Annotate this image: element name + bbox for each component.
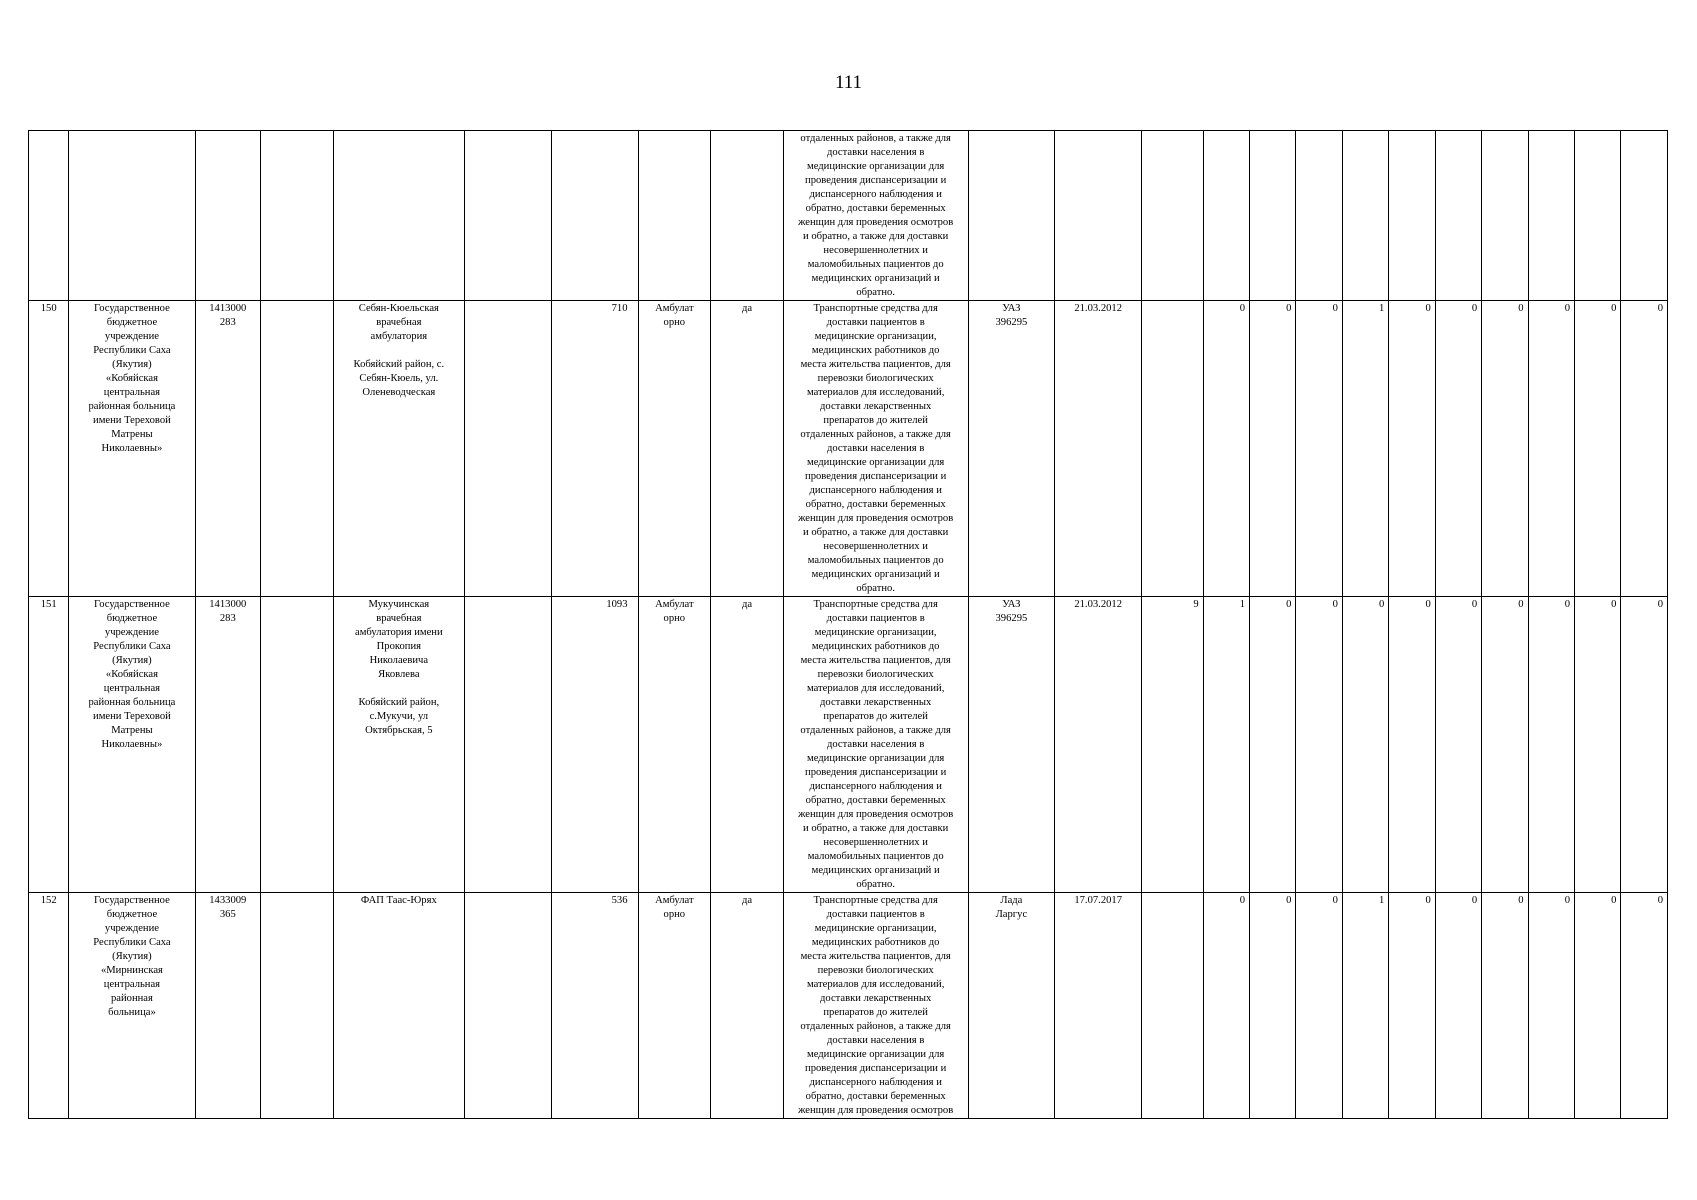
cell-count: 0	[1575, 893, 1621, 1119]
cell-count: 1	[1342, 893, 1388, 1119]
table-row	[29, 301, 1668, 597]
cell-facility: Мукучинская врачебная амбулатория имени Прокопия Николаевича Яковлева Кобяйский район, с.Мукучи, ул Октябрьская, 5	[333, 597, 464, 893]
cell-count: 1	[1203, 597, 1249, 893]
cell-count: 1	[1342, 301, 1388, 597]
cell-flag: да	[711, 893, 784, 1119]
cell-count: 0	[1296, 597, 1342, 893]
cell-blank	[261, 301, 334, 597]
cell-blank	[261, 131, 334, 301]
cell-count: 0	[1389, 301, 1435, 597]
cell-no: 151	[29, 597, 69, 893]
continuation-row	[29, 131, 1668, 301]
cell-mode: Амбулат орно	[638, 301, 711, 597]
cell-count: 0	[1203, 301, 1249, 597]
cell-vehicle	[968, 131, 1055, 301]
cell-count	[1203, 131, 1249, 301]
cell-count: 0	[1296, 893, 1342, 1119]
cell-blank	[464, 597, 551, 893]
cell-facility: Себян-Кюельская врачебная амбулатория Кобяйский район, с. Себян-Кюель, ул. Оленеводческая	[333, 301, 464, 597]
cell-facility	[333, 131, 464, 301]
cell-date: 21.03.2012	[1055, 597, 1142, 893]
cell-count: 0	[1296, 301, 1342, 597]
cell-institution: Государственное бюджетное учреждение Республики Саха (Якутия) «Кобяйская центральная районная больница имени Тереховой Матрены Николаевны»	[69, 597, 195, 893]
cell-vehicle: УАЗ 396295	[968, 597, 1055, 893]
table-row	[29, 893, 1668, 1119]
cell-count	[1342, 131, 1388, 301]
cell-count: 0	[1528, 597, 1574, 893]
cell-code: 1413000 283	[195, 597, 261, 893]
cell-vehicle: Лада Ларгус	[968, 893, 1055, 1119]
cell-purpose: Транспортные средства для доставки пациентов в медицинские организации, медицинских работников до места жительства пациентов, для перевозки биологических материалов для исследований, доставки лекарственных препаратов до жителей отдаленных районов, а также для доставки населения в медицинские организации для проведения диспансеризации и диспансерного наблюдения и обратно, доставки беременных женщин для проведения осмотров	[783, 893, 968, 1119]
cell-count: 0	[1389, 597, 1435, 893]
cell-count: 0	[1389, 893, 1435, 1119]
cell-population: 710	[551, 301, 638, 597]
cell-blank	[464, 131, 551, 301]
table-row	[29, 597, 1668, 893]
cell-blank	[464, 893, 551, 1119]
cell-mode: Амбулат орно	[638, 597, 711, 893]
cell-count: 0	[1250, 301, 1296, 597]
cell-code: 1413000 283	[195, 301, 261, 597]
cell-count	[1142, 131, 1204, 301]
cell-count	[1142, 893, 1204, 1119]
page-number: 111	[834, 72, 863, 93]
cell-population: 1093	[551, 597, 638, 893]
cell-mode	[638, 131, 711, 301]
cell-blank	[261, 893, 334, 1119]
cell-count: 0	[1250, 597, 1296, 893]
cell-count: 0	[1482, 597, 1528, 893]
cell-count: 0	[1621, 301, 1668, 597]
cell-count	[1142, 301, 1204, 597]
cell-flag: да	[711, 301, 784, 597]
cell-count: 0	[1621, 597, 1668, 893]
cell-purpose: отдаленных районов, а также для доставки населения в медицинские организации для проведения диспансеризации и диспансерного наблюдения и обратно, доставки беременных женщин для проведения осмотров и обратно, а также для доставки несовершеннолетних и маломобильных пациентов до медицинских организаций и обратно.	[783, 131, 968, 301]
cell-count: 9	[1142, 597, 1204, 893]
cell-flag	[711, 131, 784, 301]
cell-count	[1482, 131, 1528, 301]
cell-count	[1296, 131, 1342, 301]
cell-count: 0	[1482, 893, 1528, 1119]
cell-population: 536	[551, 893, 638, 1119]
cell-institution	[69, 131, 195, 301]
cell-count: 0	[1575, 597, 1621, 893]
cell-facility: ФАП Таас-Юрях	[333, 893, 464, 1119]
cell-count: 0	[1435, 597, 1481, 893]
cell-code: 1433009 365	[195, 893, 261, 1119]
cell-institution: Государственное бюджетное учреждение Республики Саха (Якутия) «Мирнинская центральная районная больница»	[69, 893, 195, 1119]
cell-blank	[464, 301, 551, 597]
cell-no	[29, 131, 69, 301]
cell-count	[1528, 131, 1574, 301]
cell-code	[195, 131, 261, 301]
cell-blank	[261, 597, 334, 893]
cell-count: 0	[1250, 893, 1296, 1119]
cell-count: 0	[1528, 893, 1574, 1119]
cell-no: 150	[29, 301, 69, 597]
cell-population	[551, 131, 638, 301]
cell-purpose: Транспортные средства для доставки пациентов в медицинские организации, медицинских работников до места жительства пациентов, для перевозки биологических материалов для исследований, доставки лекарственных препаратов до жителей отдаленных районов, а также для доставки населения в медицинские организации для проведения диспансеризации и диспансерного наблюдения и обратно, доставки беременных женщин для проведения осмотров и обратно, а также для доставки несовершеннолетних и маломобильных пациентов до медицинских организаций и обратно.	[783, 301, 968, 597]
cell-count: 0	[1435, 893, 1481, 1119]
cell-mode: Амбулат орно	[638, 893, 711, 1119]
cell-no: 152	[29, 893, 69, 1119]
cell-count: 0	[1342, 597, 1388, 893]
cell-count	[1621, 131, 1668, 301]
cell-date	[1055, 131, 1142, 301]
cell-count	[1435, 131, 1481, 301]
cell-purpose: Транспортные средства для доставки пациентов в медицинские организации, медицинских работников до места жительства пациентов, для перевозки биологических материалов для исследований, доставки лекарственных препаратов до жителей отдаленных районов, а также для доставки населения в медицинские организации для проведения диспансеризации и диспансерного наблюдения и обратно, доставки беременных женщин для проведения осмотров и обратно, а также для доставки несовершеннолетних и маломобильных пациентов до медицинских организаций и обратно.	[783, 597, 968, 893]
cell-flag: да	[711, 597, 784, 893]
register-table	[28, 130, 1668, 1119]
cell-count: 0	[1621, 893, 1668, 1119]
cell-count: 0	[1575, 301, 1621, 597]
cell-count: 0	[1528, 301, 1574, 597]
cell-vehicle: УАЗ 396295	[968, 301, 1055, 597]
cell-count	[1250, 131, 1296, 301]
cell-date: 17.07.2017	[1055, 893, 1142, 1119]
cell-count: 0	[1203, 893, 1249, 1119]
cell-count: 0	[1482, 301, 1528, 597]
cell-count: 0	[1435, 301, 1481, 597]
cell-count	[1575, 131, 1621, 301]
cell-count	[1389, 131, 1435, 301]
cell-date: 21.03.2012	[1055, 301, 1142, 597]
cell-institution: Государственное бюджетное учреждение Республики Саха (Якутия) «Кобяйская центральная районная больница имени Тереховой Матрены Николаевны»	[69, 301, 195, 597]
